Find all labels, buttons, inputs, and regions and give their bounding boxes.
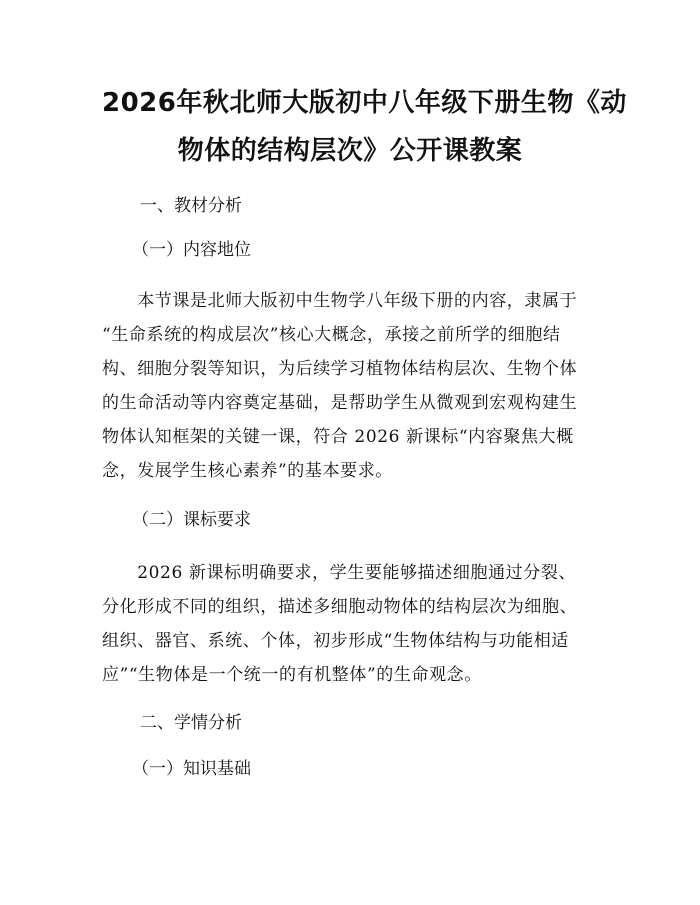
paragraph-line: 本节课是北师大版初中生物学八年级下册的内容，隶属于 (102, 291, 578, 311)
subsection-heading-knowledge-foundation: （一）知识基础 (132, 759, 251, 779)
paragraph-line: 物体认知框架的关键一课，符合 2026 新课标“内容聚焦大概 (102, 427, 574, 447)
subsection-heading-curriculum-requirements: （二）课标要求 (132, 510, 251, 530)
paragraph-line: 应”“生物体是一个统一的有机整体”的生命观念。 (102, 665, 482, 685)
paragraph-curriculum-requirements (102, 556, 602, 692)
paragraph-line: “生命系统的构成层次”核心大概念，承接之前所学的细胞结 (102, 325, 561, 345)
paragraph-line: 组织、器官、系统、个体，初步形成“生物体结构与功能相适 (102, 631, 569, 651)
paragraph-line: 分化形成不同的组织，描述多细胞动物体的结构层次为细胞、 (102, 597, 578, 617)
section-heading-learner-analysis: 二、学情分析 (140, 713, 242, 733)
paragraph-line: 构、细胞分裂等知识，为后续学习植物体结构层次、生物个体 (102, 359, 578, 379)
paragraph-line: 念，发展学生核心素养”的基本要求。 (102, 461, 393, 481)
title-line-1: 2026年秋北师大版初中八年级下册生物《动 (102, 88, 627, 118)
section-heading-textbook-analysis: 一、教材分析 (140, 196, 242, 216)
paragraph-content-position (102, 284, 602, 488)
document-title (102, 0, 627, 175)
paragraph-line: 的生命活动等内容奠定基础，是帮助学生从微观到宏观构建生 (102, 393, 578, 413)
title-line-2: 物体的结构层次》公开课教案 (177, 136, 523, 166)
subsection-heading-content-position: （一）内容地位 (132, 240, 251, 260)
paragraph-line: 2026 新课标明确要求，学生要能够描述细胞通过分裂、 (102, 563, 577, 583)
